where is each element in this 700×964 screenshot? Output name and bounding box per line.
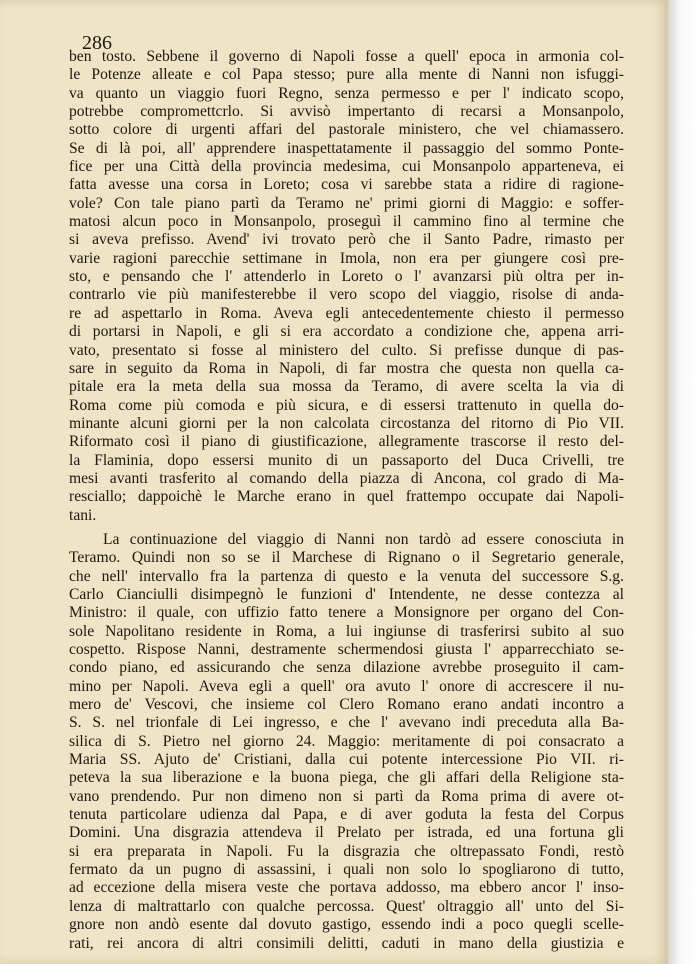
text-line: si aveva prefisso. Avend' ivi trovato però che il Santo Padre, rimasto per	[69, 231, 624, 249]
text-line: Domini. Una disgrazia attendeva il Prelato per istrada, ed una fortuna gli	[69, 824, 624, 842]
text-line: S. S. nel trionfale di Lei ingresso, e che l' avevano indi preceduta alla Ba-	[69, 714, 624, 732]
text-line: varie ragioni parecchie settimane in Imola, non era per giungere così pre-	[69, 249, 624, 267]
text-line: ben tosto. Sebbene il governo di Napoli fosse a quell' epoca in armonia col-	[69, 48, 624, 65]
text-line: sare in seguito da Roma in Napoli, di far mostra che questa non quella ca-	[69, 359, 624, 377]
text-line: contrarlo vie più manifesterebbe il vero scopo del viaggio, risolse di anda-	[69, 286, 624, 304]
text-line: le Potenze alleate e col Papa stesso; pure alla mente di Nanni non isfuggi-	[69, 66, 624, 84]
text-line: sotto colore di urgenti affari del pastorale ministero, che vel chiamassero.	[69, 121, 624, 139]
page-number: 286	[82, 32, 112, 54]
text-line: Roma come più comoda e più sicura, e di essersi trattenuto in quella do-	[69, 396, 624, 414]
page-edge	[668, 0, 700, 964]
text-line: mesi avanti trasferito al comando della piazza di Ancona, col grado di Ma-	[69, 469, 624, 487]
text-line: di portarsi in Napoli, e gli si era accordato a condizione che, appena arri-	[69, 323, 624, 341]
text-line: Carlo Cianciulli disimpegnò le funzioni d' Intendente, ne desse contezza al	[69, 585, 624, 603]
text-line: pitale era la meta della sua mossa da Teramo, di avere scelta la via di	[69, 378, 624, 396]
text-line: potrebbe compromettcrlo. Si avvisò impertanto di recarsi a Monsanpolo,	[69, 103, 624, 121]
text-line: va quanto un viaggio fuori Regno, senza permesso e per l' indicato scopo,	[69, 84, 624, 102]
text-line: Ministro: il quale, con uffizio fatto tenere a Monsignore per organo del Con-	[69, 604, 624, 622]
text-line: fice per una Città della provincia medesima, cui Monsanpolo apparteneva, ei	[69, 158, 624, 176]
text-line: Riformato così il piano di giustificazione, allegramente trascorse il resto del-	[69, 433, 624, 451]
text-line: matosi alcun poco in Monsanpolo, proseguì il cammino fino al termine che	[69, 213, 624, 231]
text-line: fermato da un pugno di assassini, i quali non solo lo spogliarono di tutto,	[69, 861, 624, 879]
text-line: minante alcuni giorni per la non calcolata circostanza del ritorno di Pio VII.	[69, 414, 624, 432]
text-line: tani.	[69, 506, 97, 524]
text-line: La continuazione del viaggio di Nanni non tardò ad essere conosciuta in	[103, 530, 624, 548]
text-line: fatta avesse una corsa in Loreto; cosa vi sarebbe stata a ridire di ragione-	[69, 176, 624, 194]
text-line: lenza di maltrattarlo con qualche percossa. Quest' oltraggio all' unto del Si-	[69, 897, 624, 915]
text-line: peteva la sua liberazione e la buona piega, che gli affari della Religione sta-	[69, 769, 624, 787]
text-line: Se di là poi, all' apprendere inaspettatamente il passaggio del sommo Ponte-	[69, 139, 624, 157]
text-line: resciallo; dappoichè le Marche erano in quel frattempo occupate dai Napoli-	[69, 488, 624, 506]
text-line: tenuta particolare udienza dal Papa, e di aver goduta la festa del Corpus	[69, 806, 624, 824]
text-line: vole? Con tale piano partì da Teramo ne' primi giorni di Maggio: e soffer-	[69, 194, 624, 212]
text-line: sto, e pensando che l' attenderlo in Loreto o l' avanzarsi più oltra per in-	[69, 268, 624, 286]
text-line: si era preparata in Napoli. Fu la disgrazia che oltrepassato Fondi, restò	[69, 842, 624, 860]
text-line: mino per Napoli. Aveva egli a quell' ora avuto l' onore di accrescere il nu-	[69, 677, 624, 695]
text-line: vano prendendo. Pur non dimeno non si partì da Roma prima di avere ot-	[69, 787, 624, 805]
text-line: Teramo. Quindi non so se il Marchese di Rignano o il Segretario generale,	[69, 549, 624, 567]
body-text	[69, 48, 624, 953]
text-line: cospetto. Rispose Nanni, destramente schermendosi giusta l' apparrecchiato se-	[69, 641, 624, 658]
text-line: gnore non andò esente dal dovuto gastigo, essendo indi a poco quegli scelle-	[69, 916, 624, 934]
text-line: condo piano, ed assicurando che senza dilazione avrebbe proseguito il cam-	[69, 659, 624, 677]
text-line: che nell' intervallo fra la partenza di questo e la venuta del successore S.g.	[69, 567, 624, 585]
text-line: ad eccezione della misera veste che portava addosso, ma ebbero ancor l' inso-	[69, 879, 624, 897]
text-line: sole Napolitano residente in Roma, a lui ingiunse di trasferirsi subito al suo	[69, 622, 624, 640]
text-line: silica di S. Pietro nel giorno 24. Maggio: meritamente di poi consacrato a	[69, 732, 624, 750]
text-line: rati, rei ancora di altri consimili delitti, caduti in mano della giustizia e	[69, 934, 624, 952]
text-line: vato, presentato si fosse al ministero del culto. Si prefisse dunque di pas-	[69, 341, 624, 359]
text-line: re ad aspettarlo in Roma. Aveva egli antecedentemente chiesto il permesso	[69, 304, 624, 322]
text-line: Maria SS. Ajuto de' Cristiani, dalla cui potente intercessione Pio VII. ri-	[69, 751, 624, 769]
text-line: la Flaminia, dopo essersi munito di un passaporto del Duca Crivelli, tre	[69, 451, 624, 469]
text-line: mero de' Vescovi, che insieme col Clero Romano erano andati incontro a	[69, 696, 624, 714]
